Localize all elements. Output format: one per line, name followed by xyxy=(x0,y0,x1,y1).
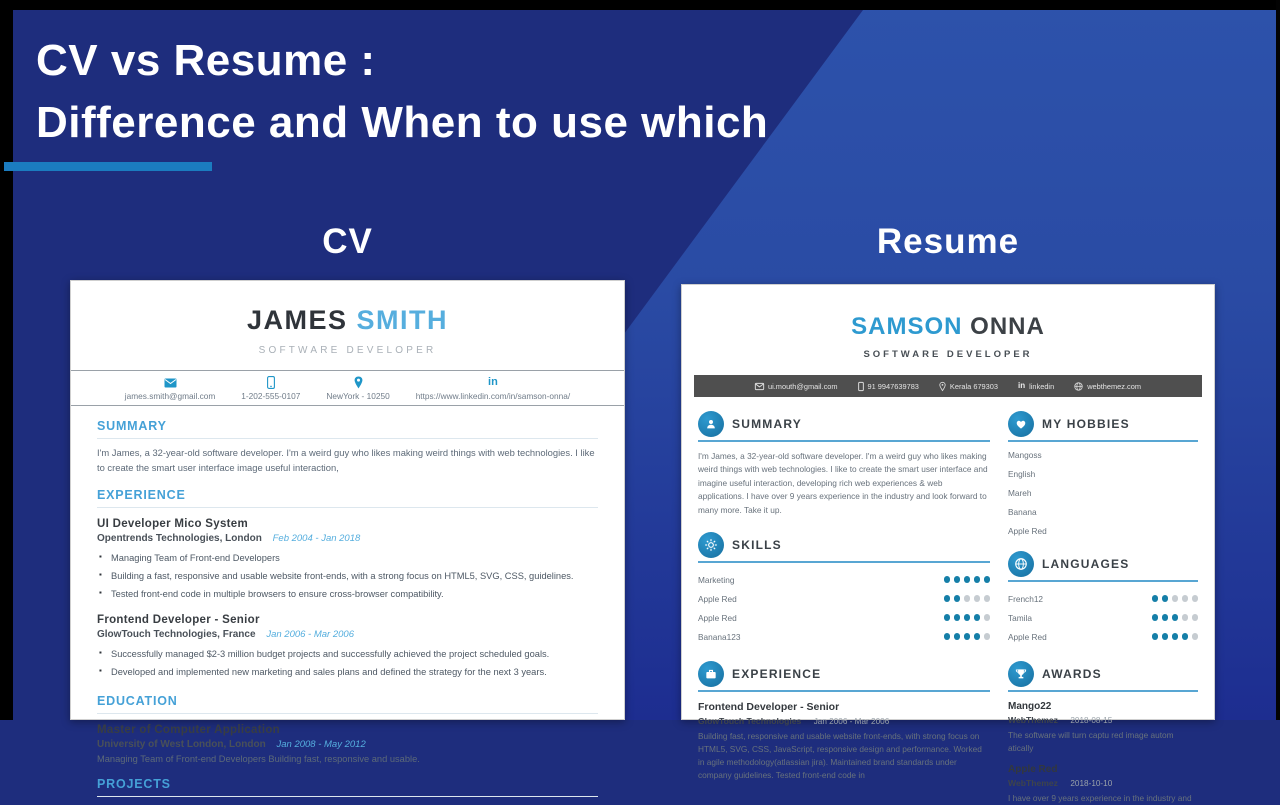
rating-dot-filled xyxy=(964,614,971,621)
cv-first-name: JAMES xyxy=(246,305,348,335)
resume-contact-phone-text: 91 9947639783 xyxy=(867,381,919,391)
cv-job-1 xyxy=(97,518,598,603)
hobby-item: Mareh xyxy=(1008,488,1032,498)
award-entry xyxy=(1008,701,1198,755)
left-black-frame xyxy=(0,0,13,720)
skill-label: Apple Red xyxy=(698,612,737,623)
cv-education-note: Managing Team of Front-end Developers Building fast, responsive and usable. xyxy=(97,753,420,764)
skill-row xyxy=(698,608,990,627)
resume-columns xyxy=(682,411,1214,805)
cv-job-2-bullets xyxy=(97,645,598,681)
cv-summary-text: I'm James, a 32-year-old software developer. I'm a weird guy who likes making weird things with web technologies. I like to create the smart user interface image useful interaction, xyxy=(97,447,595,473)
award-description: I have over 9 years experience in the industry and xyxy=(1008,792,1192,803)
rating-dot-empty xyxy=(1172,595,1179,602)
cv-education-heading: EDUCATION xyxy=(97,694,598,714)
cv-job-1-bullet: ▪ Building a fast, responsive and usable website front-ends, with a strong focus on HTML5, SVG, CSS, guidelines. xyxy=(97,567,598,585)
cv-job-2-title: Frontend Developer - Senior xyxy=(97,613,260,626)
cv-next-heading-partial: PROJECTS xyxy=(97,777,598,797)
award-title: Mango22 xyxy=(1008,701,1052,712)
resume-column-label: Resume xyxy=(876,222,1020,261)
rating-dot-filled xyxy=(974,576,981,583)
cv-job-2-company: GlowTouch Technologies, France xyxy=(97,628,256,640)
resume-languages-section xyxy=(1008,551,1198,646)
cv-job-2 xyxy=(97,614,598,681)
cv-job-2-bullet: ▪ Developed and implemented new marketing and sales plans and defined the strategy for the next 3 years. xyxy=(97,663,598,681)
resume-contact-linkedin-text: linkedin xyxy=(1029,381,1055,391)
language-label: Apple Red xyxy=(1008,631,1047,642)
cv-job-1-bullet: ▪ Managing Team of Front-end Developers xyxy=(97,549,598,567)
resume-contact-location xyxy=(939,382,998,391)
resume-contact-phone xyxy=(858,382,919,391)
resume-experience-header xyxy=(698,661,990,692)
top-black-frame xyxy=(0,0,1280,10)
resume-document xyxy=(681,284,1215,803)
cv-contact-email xyxy=(125,376,216,401)
location-icon xyxy=(939,382,946,391)
cv-job-1-dates: Feb 2004 - Jan 2018 xyxy=(272,533,361,545)
award-org-line xyxy=(1008,778,1198,788)
cv-job-2-dates: Jan 2006 - Mar 2006 xyxy=(266,628,354,640)
cv-contact-phone xyxy=(241,376,300,401)
rating-dot-filled xyxy=(954,633,961,640)
trophy-icon xyxy=(1008,661,1034,687)
briefcase-icon xyxy=(698,661,724,687)
globe-icon xyxy=(1008,551,1034,577)
cv-last-name: SMITH xyxy=(356,305,449,335)
cv-job-2-company-line xyxy=(97,629,598,640)
skill-rating-dots xyxy=(944,633,991,640)
resume-contact-location-text: Kerala 679303 xyxy=(949,381,999,391)
resume-skills-header xyxy=(698,532,990,563)
cv-contact-phone-text: 1-202-555-0107 xyxy=(241,391,301,401)
cv-contact-linkedin xyxy=(416,376,571,401)
resume-languages-heading: LANGUAGES xyxy=(1042,557,1130,571)
cv-contact-email-text: james.smith@gmail.com xyxy=(124,391,216,401)
rating-dot-filled xyxy=(964,633,971,640)
email-icon xyxy=(164,376,177,389)
user-icon xyxy=(698,411,724,437)
hobby-item: Banana xyxy=(1008,507,1037,517)
cv-body xyxy=(71,419,624,797)
resume-skills-heading: SKILLS xyxy=(732,538,782,553)
cv-divider-bottom xyxy=(71,405,624,406)
phone-icon xyxy=(858,382,864,391)
rating-dot-empty xyxy=(984,595,991,602)
rating-dot-empty xyxy=(964,595,971,602)
rating-dot-empty xyxy=(984,614,991,621)
language-row xyxy=(1008,589,1198,608)
skill-rating-dots xyxy=(944,576,991,583)
skill-row xyxy=(698,570,990,589)
rating-dot-empty xyxy=(1182,614,1189,621)
cv-role: SOFTWARE DEVELOPER xyxy=(258,345,437,356)
award-date: 2018-08-15 xyxy=(1070,716,1113,725)
cv-job-1-bullets xyxy=(97,549,598,603)
skill-label: Apple Red xyxy=(698,593,737,604)
resume-contact-linkedin xyxy=(1018,382,1054,391)
language-label: French12 xyxy=(1008,593,1044,604)
cv-contact-linkedin-text: https://www.linkedin.com/in/samson-onna/ xyxy=(415,391,571,401)
resume-job-description: Building fast, responsive and usable website front-ends, with strong focus on HTML5, SVG, CSS, JavaScript, responsive design and performance. Worked in agile methodology(atlassian jira). Maintained brand standards under company guidelines. Tested front-end code in xyxy=(698,731,982,780)
resume-first-name: SAMSON xyxy=(851,313,963,340)
skill-rating-dots xyxy=(944,595,991,602)
cv-document xyxy=(70,280,625,791)
globe-icon xyxy=(1074,382,1083,391)
resume-left-column xyxy=(698,411,990,805)
skill-row xyxy=(698,589,990,608)
resume-contact-email-text: ui.mouth@gmail.com xyxy=(768,381,838,391)
skill-label: Marketing xyxy=(698,574,735,585)
rating-dot-empty xyxy=(1192,595,1199,602)
rating-dot-filled xyxy=(1152,595,1159,602)
cv-summary-heading: SUMMARY xyxy=(97,419,598,439)
resume-hobbies-header xyxy=(1008,411,1198,442)
resume-skills-section xyxy=(698,532,990,646)
resume-summary-heading: SUMMARY xyxy=(732,417,802,431)
rating-dot-filled xyxy=(1152,633,1159,640)
resume-job-title: Frontend Developer - Senior xyxy=(698,701,840,714)
cv-school-line xyxy=(97,739,598,750)
email-icon xyxy=(755,383,764,390)
resume-experience-heading: EXPERIENCE xyxy=(732,667,822,682)
rating-dot-filled xyxy=(954,576,961,583)
resume-experience-section xyxy=(698,661,990,781)
resume-contact-website-text: webthemez.com xyxy=(1087,381,1141,391)
cv-experience-heading: EXPERIENCE xyxy=(97,488,598,508)
rating-dot-filled xyxy=(954,595,961,602)
language-row xyxy=(1008,608,1198,627)
rating-dot-filled xyxy=(944,595,951,602)
hobby-item: Apple Red xyxy=(1008,526,1047,536)
resume-hobbies-heading: MY HOBBIES xyxy=(1042,417,1130,431)
rating-dot-filled xyxy=(974,614,981,621)
resume-job-dates: Jan 2006 - Mar 2006 xyxy=(813,717,890,727)
rating-dot-filled xyxy=(1172,614,1179,621)
language-label: Tamila xyxy=(1008,612,1032,623)
cv-job-1-company: Opentrends Technologies, London xyxy=(97,533,262,545)
rating-dot-filled xyxy=(944,576,951,583)
resume-contact-bar xyxy=(694,375,1202,397)
hobby-item: Mangoss xyxy=(1008,450,1042,460)
location-icon xyxy=(354,376,363,389)
resume-job-company-line xyxy=(698,716,990,726)
resume-summary-text: I'm James, a 32-year-old software developer. I'm a weird guy who likes making weird things with web technologies. I like to create the smart user interface and imagine useful interaction, developing rich web experiences & web applications. I have over 9 years experience in the industry and look forward to many more. Take it up. xyxy=(698,451,988,515)
resume-awards-heading: AWARDS xyxy=(1042,667,1102,681)
cv-contact-row xyxy=(71,371,624,405)
cv-job-1-title: UI Developer Mico System xyxy=(97,518,249,531)
cv-education-entry xyxy=(97,724,598,764)
language-rating-dots xyxy=(1152,633,1199,640)
resume-job-company: GlowTouch Technologies xyxy=(698,716,802,727)
rating-dot-filled xyxy=(984,576,991,583)
resume-last-name: ONNA xyxy=(970,313,1045,340)
rating-dot-empty xyxy=(1182,595,1189,602)
rating-dot-filled xyxy=(974,633,981,640)
award-title: Apple Red xyxy=(1008,763,1058,775)
phone-icon xyxy=(267,376,275,389)
linkedin-icon: in xyxy=(488,376,498,388)
cv-school: University of West London, London xyxy=(97,738,266,750)
rating-dot-filled xyxy=(964,576,971,583)
rating-dot-empty xyxy=(984,633,991,640)
resume-summary-section xyxy=(698,411,990,517)
resume-summary-header xyxy=(698,411,990,442)
linkedin-icon: in xyxy=(1018,381,1026,390)
award-org-line xyxy=(1008,715,1198,725)
award-description: The software will turn captu red image autom atically xyxy=(1008,730,1174,753)
cv-job-1-bullet: ▪ Tested front-end code in multiple browsers to ensure cross-browser compatibility. xyxy=(97,585,598,603)
cv-education-dates: Jan 2008 - May 2012 xyxy=(276,738,366,750)
skill-rating-dots xyxy=(944,614,991,621)
award-org: WebThemez xyxy=(1008,715,1058,725)
rating-dot-empty xyxy=(974,595,981,602)
cv-job-1-company-line xyxy=(97,533,598,544)
language-row xyxy=(1008,627,1198,646)
award-entry xyxy=(1008,764,1198,805)
rating-dot-empty xyxy=(1192,614,1199,621)
rating-dot-filled xyxy=(944,614,951,621)
resume-right-column xyxy=(1008,411,1198,805)
language-rating-dots xyxy=(1152,595,1199,602)
slide-title xyxy=(36,30,768,155)
resume-name xyxy=(682,313,1214,341)
skill-row xyxy=(698,627,990,646)
hobby-item: English xyxy=(1008,469,1036,479)
resume-role: SOFTWARE DEVELOPER xyxy=(863,349,1033,360)
skill-label: Banana123 xyxy=(698,631,741,642)
cv-contact-location-text: NewYork - 10250 xyxy=(326,391,390,401)
rating-dot-filled xyxy=(954,614,961,621)
cv-job-2-bullet: ▪ Successfully managed $2-3 million budget projects and successfully achieved the project scheduled goals. xyxy=(97,645,598,663)
rating-dot-empty xyxy=(1192,633,1199,640)
rating-dot-filled xyxy=(944,633,951,640)
cv-name xyxy=(71,305,624,336)
award-org: WebThemez xyxy=(1008,777,1058,788)
slide-title-line2: Difference and When to use which xyxy=(36,98,769,148)
rating-dot-filled xyxy=(1162,614,1169,621)
language-rating-dots xyxy=(1152,614,1199,621)
resume-hobbies-list xyxy=(1008,450,1198,536)
cv-contact-location xyxy=(326,376,389,401)
cv-column-label: CV xyxy=(322,222,373,261)
resume-hobbies-section xyxy=(1008,411,1198,536)
resume-languages-header xyxy=(1008,551,1198,582)
resume-contact-email xyxy=(755,382,838,391)
rating-dot-filled xyxy=(1162,633,1169,640)
gear-icon xyxy=(698,532,724,558)
rating-dot-filled xyxy=(1152,614,1159,621)
title-underline-bar xyxy=(4,162,212,171)
slide-title-line1: CV vs Resume : xyxy=(36,36,376,85)
award-date: 2018-10-10 xyxy=(1070,778,1113,788)
heart-icon xyxy=(1008,411,1034,437)
cv-degree: Master of Computer Application xyxy=(97,723,280,736)
rating-dot-filled xyxy=(1182,633,1189,640)
resume-awards-header xyxy=(1008,661,1198,692)
rating-dot-filled xyxy=(1162,595,1169,602)
rating-dot-filled xyxy=(1172,633,1179,640)
resume-contact-website xyxy=(1074,382,1141,391)
right-black-frame xyxy=(1276,0,1280,720)
resume-awards-section xyxy=(1008,661,1198,805)
